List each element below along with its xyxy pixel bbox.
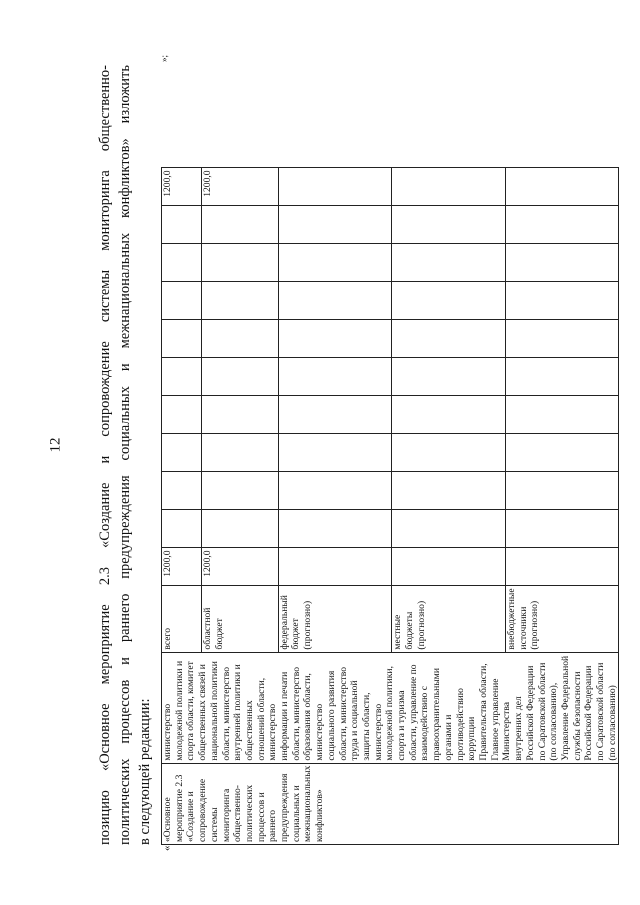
year-amount-cell xyxy=(505,168,619,206)
year-amount-cell xyxy=(201,282,278,320)
year-amount-cell xyxy=(162,358,202,396)
year-amount-cell xyxy=(278,434,392,472)
program-table xyxy=(161,167,619,845)
total-amount-cell: 1200,0 xyxy=(201,548,278,586)
heading-line: позицию «Основное мероприятие 2.3 «Создание и сопровождение системы мониторинга общественно- xyxy=(97,65,113,845)
heading-line: в следующей редакции: xyxy=(137,698,153,845)
table-row xyxy=(162,168,202,845)
year-amount-cell xyxy=(278,396,392,434)
executors-cell: министерство молодежной политики и спорта области, комитет общественных связей и национальной политики области, министерство внутренней политики и общественных отношений области, министерство информации и печати области, министерство образования области, министерство социального развития области, министерство труда и социальной защиты области, министерство молодежной политики, спорта и туризма области, управление по взаимодействию с правоохранительными органами и противодействию коррупции Правительства области, Главное управление Министерства внутренних дел Российской Федерации по Саратовской области (по согласованию), Управление Федеральной службы безопасности Российской Федерации по Саратовской области (по согласованию) xyxy=(162,652,619,763)
table-wrapper xyxy=(159,55,619,851)
year-amount-cell xyxy=(201,472,278,510)
amendment-heading xyxy=(95,65,155,845)
year-amount-cell xyxy=(278,168,392,206)
year-amount-cell xyxy=(278,206,392,244)
year-amount-cell xyxy=(505,472,619,510)
year-amount-cell xyxy=(392,358,506,396)
heading-line: политических процессов и раннего предупреждения социальных и межнациональных конфликтов» изложить xyxy=(117,65,133,845)
year-amount-cell xyxy=(162,282,202,320)
total-amount-cell: 1200,0 xyxy=(162,548,202,586)
year-amount-cell xyxy=(392,472,506,510)
year-amount-cell xyxy=(392,320,506,358)
year-amount-cell xyxy=(392,168,506,206)
year-amount-cell xyxy=(162,472,202,510)
year-amount-cell xyxy=(505,206,619,244)
year-amount-cell xyxy=(392,244,506,282)
year-amount-cell xyxy=(392,396,506,434)
funding-source-cell: областной бюджет xyxy=(201,586,278,652)
year-amount-cell: 1200,0 xyxy=(201,168,278,206)
year-amount-cell xyxy=(278,510,392,548)
year-amount-cell: 1200,0 xyxy=(162,168,202,206)
year-amount-cell xyxy=(162,510,202,548)
year-amount-cell xyxy=(201,396,278,434)
year-amount-cell xyxy=(162,320,202,358)
year-amount-cell xyxy=(505,320,619,358)
year-amount-cell xyxy=(505,358,619,396)
year-amount-cell xyxy=(162,434,202,472)
total-amount-cell xyxy=(278,548,392,586)
measure-name-cell: «Основное мероприятие 2.3 «Создание и сопровождение системы мониторинга общественно-политических процессов и раннего предупреждения социальных и межнациональных конфликтов» xyxy=(162,763,619,844)
year-amount-cell xyxy=(162,206,202,244)
funding-source-cell: всего xyxy=(162,586,202,652)
year-amount-cell xyxy=(201,358,278,396)
total-amount-cell xyxy=(505,548,619,586)
year-amount-cell xyxy=(505,244,619,282)
page-number: 12 xyxy=(47,437,64,453)
year-amount-cell xyxy=(392,510,506,548)
year-amount-cell xyxy=(201,244,278,282)
year-amount-cell xyxy=(278,244,392,282)
year-amount-cell xyxy=(392,434,506,472)
rotated-content xyxy=(95,55,618,851)
year-amount-cell xyxy=(201,434,278,472)
year-amount-cell xyxy=(278,358,392,396)
year-amount-cell xyxy=(505,282,619,320)
funding-source-cell: внебюджетные источники (прогнозно) xyxy=(505,586,619,652)
closing-mark: »; xyxy=(159,55,169,63)
year-amount-cell xyxy=(278,282,392,320)
year-amount-cell xyxy=(392,282,506,320)
year-amount-cell xyxy=(505,510,619,548)
opening-quote: « xyxy=(161,845,173,851)
year-amount-cell xyxy=(278,320,392,358)
funding-source-cell: федеральный бюджет (прогнозно) xyxy=(278,586,392,652)
funding-source-cell: местные бюджеты (прогнозно) xyxy=(392,586,506,652)
year-amount-cell xyxy=(201,320,278,358)
year-amount-cell xyxy=(278,472,392,510)
year-amount-cell xyxy=(505,434,619,472)
year-amount-cell xyxy=(392,206,506,244)
year-amount-cell xyxy=(201,206,278,244)
year-amount-cell xyxy=(201,510,278,548)
year-amount-cell xyxy=(505,396,619,434)
year-amount-cell xyxy=(162,396,202,434)
year-amount-cell xyxy=(162,244,202,282)
total-amount-cell xyxy=(392,548,506,586)
